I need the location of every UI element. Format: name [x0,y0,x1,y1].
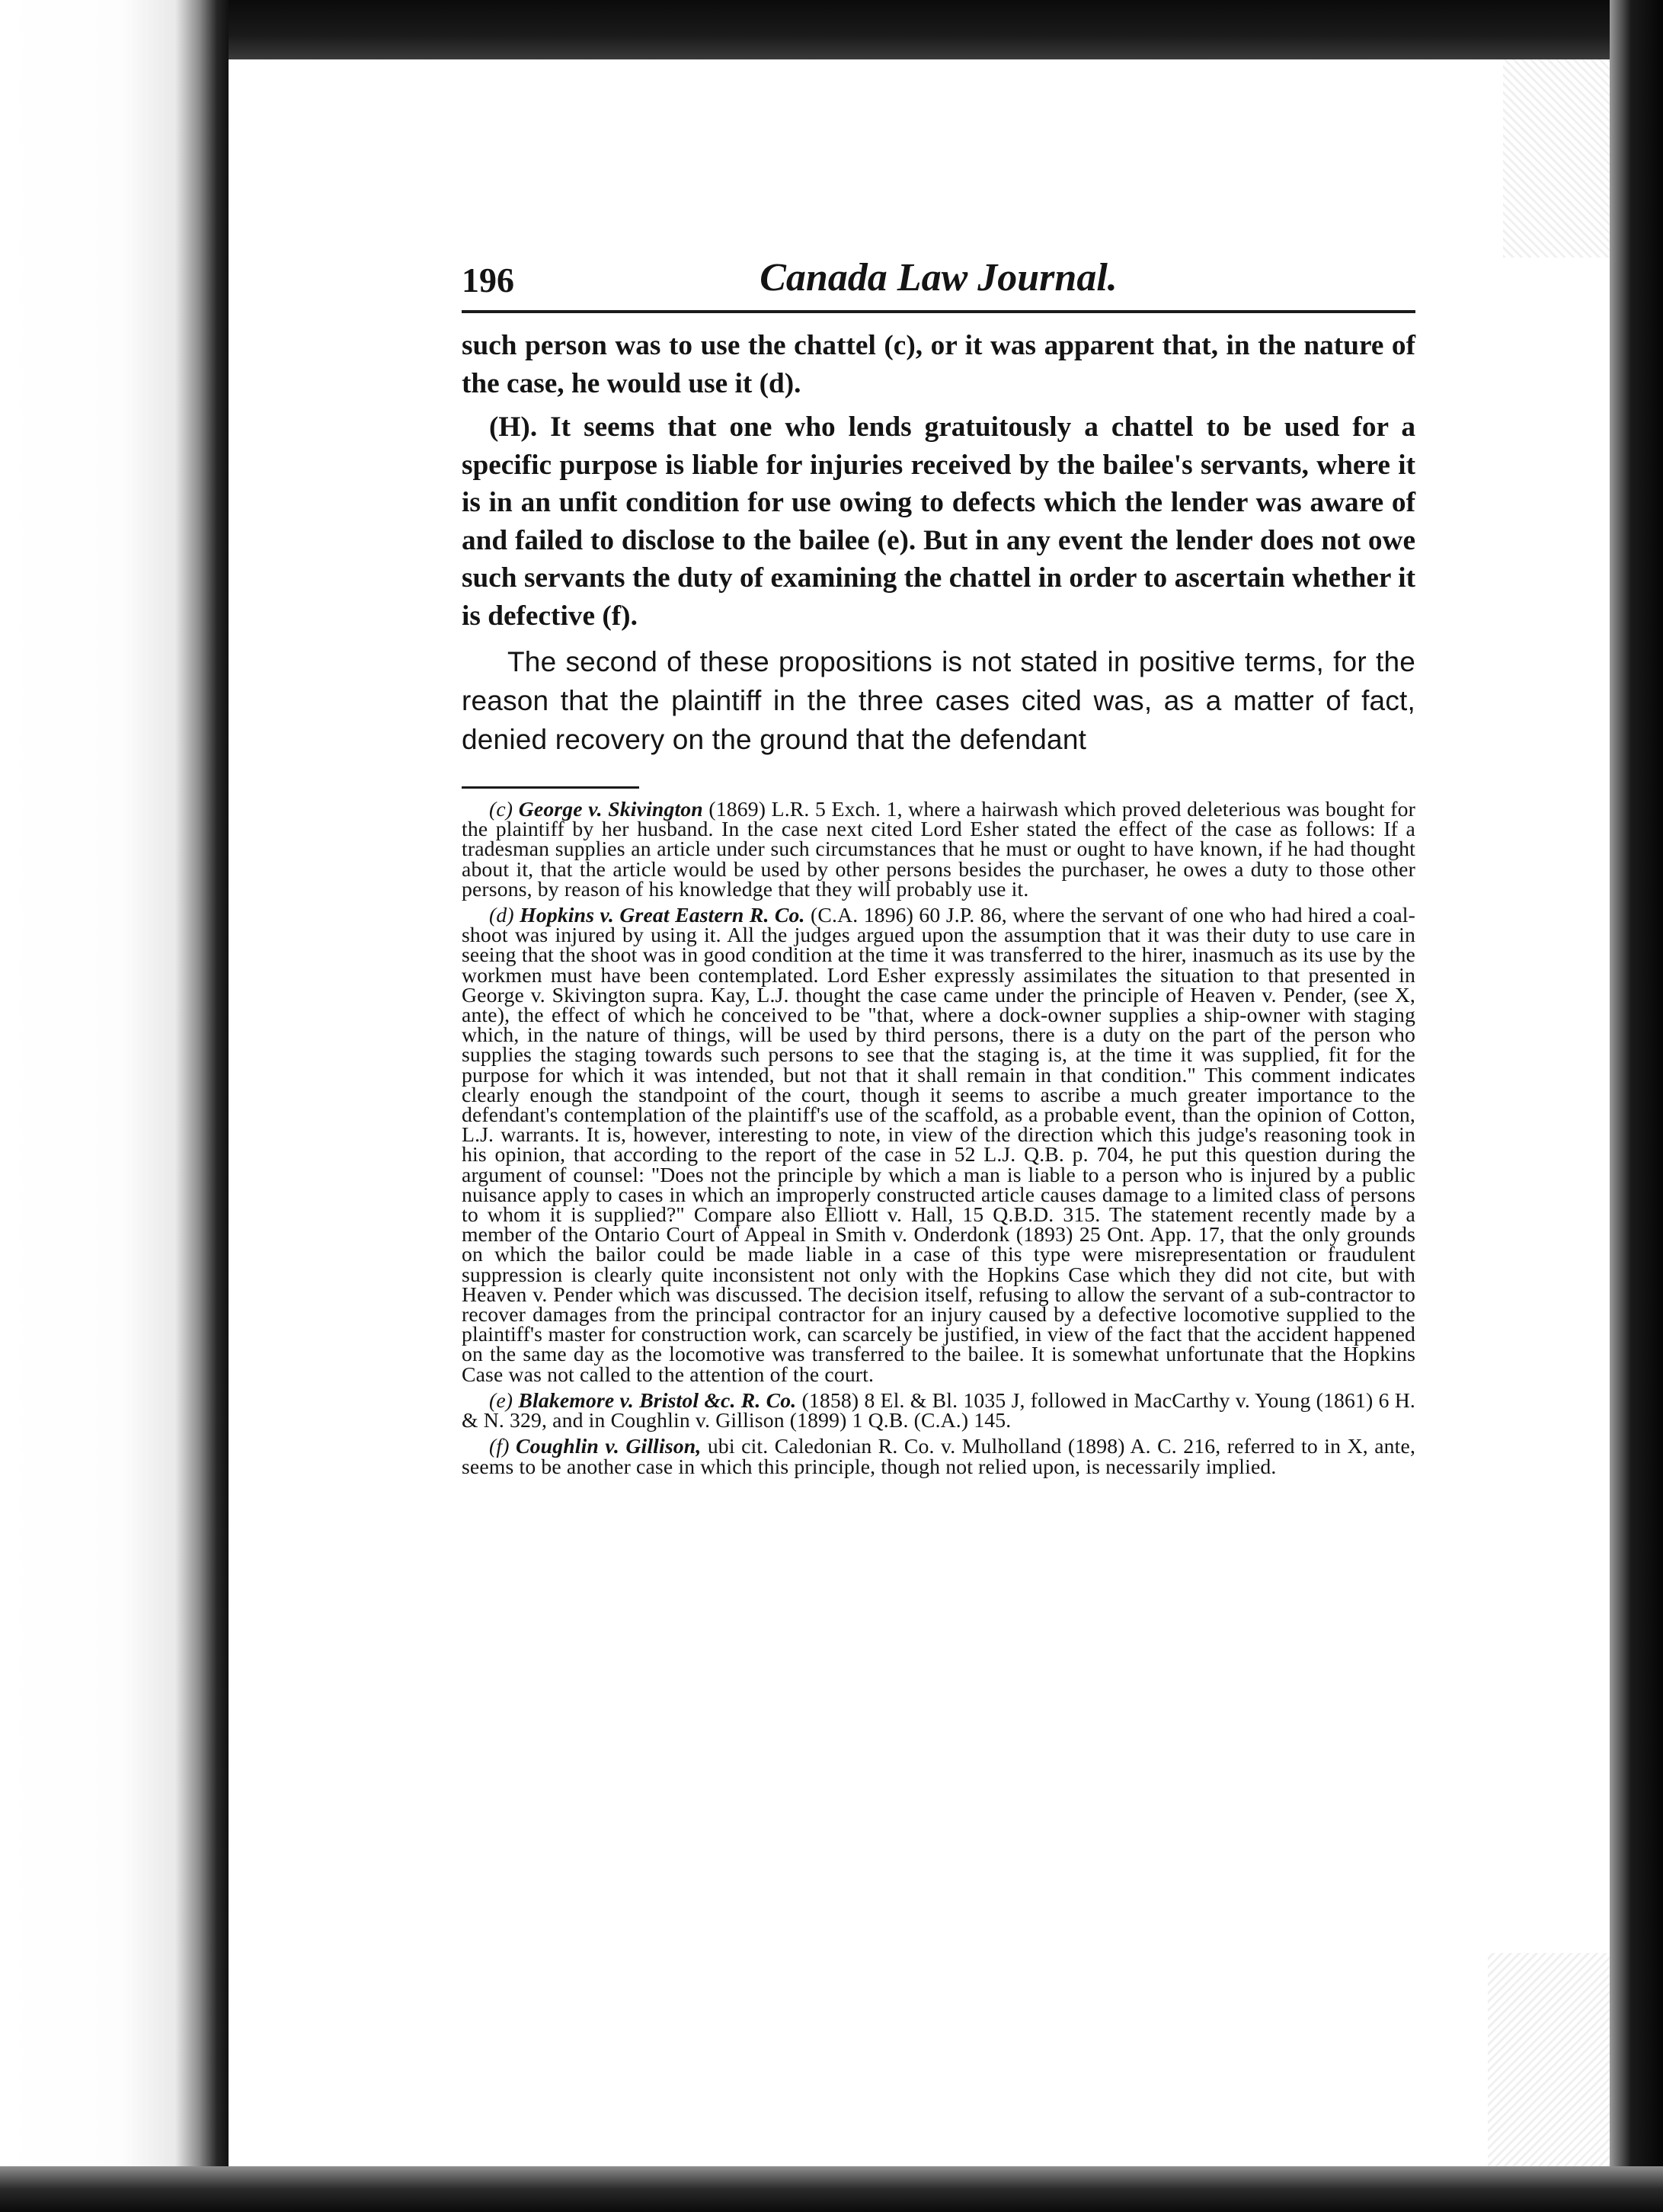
running-head [462,255,1415,313]
footnote-d [462,905,1415,1385]
scan-border-left [0,0,229,2212]
scan-noise-bottom-right [1488,1953,1610,2166]
footnote-mark: (d) [489,903,514,927]
journal-title: Canada Law Journal. [760,256,1118,299]
body-paragraph-3: The second of these propositions is not stated in positive terms, for the reason that the plaintiff in the three cases cited was, as a matter of fact, denied recovery on the ground that the defendant [462,646,1415,755]
footnote-divider [462,786,639,789]
footnote-text: (1858) 8 El. & Bl. 1035 J, followed in MacCarthy v. Young (1861) 6 H. & N. 329, and in Coughlin v. Gillison (1899) 1 Q.B. (C.A.) 145. [462,1388,1415,1433]
footnote-case-name: George v. Skivington [518,797,703,821]
footnote-text: (1869) L.R. 5 Exch. 1, where a hairwash which proved deleterious was bought for the plaintiff by her husband. In the case next cited Lord Esher stated the effect of the case as follows: If a tradesman supplies an article under such circumstances that he must or ought to have known, if he had thought about it, that the article would be used by other persons besides the purchaser, he owes a duty to those other persons, by reason of his knowledge that they will probably use it. [462,797,1415,901]
page-text-block [462,255,1415,1483]
footnote-mark: (e) [489,1388,513,1412]
footnote-e [462,1388,1415,1433]
footnote-case-name: Coughlin v. Gillison, [516,1434,702,1458]
footnote-mark: (f) [489,1434,510,1458]
footnote-f [462,1436,1415,1476]
footnote-mark: (c) [489,797,513,821]
scan-border-right [1610,0,1663,2212]
body-paragraph-2: (H). It seems that one who lends gratuitously a chattel to be used for a specific purpose is liable for injuries received by the bailee's servants, where it is in an unfit condition for use owing to defects which the lender was aware of and failed to disclose to the bailee (e). But in any event the lender does not owe such servants the duty of examining the chattel in order to ascertain whether it is defective (f). [462,411,1415,632]
footnote-c [462,799,1415,899]
footnote-text: ubi cit. Caledonian R. Co. v. Mulholland (1898) A. C. 216, referred to in X, ante, seems to be another case in which this principle, though not relied upon, is necessarily implied. [462,1434,1416,1478]
footnote-case-name: Hopkins v. Great Eastern R. Co. [520,903,805,927]
scan-noise-top-right [1503,59,1610,258]
scan-border-top [0,0,1663,59]
page-number: 196 [462,261,514,299]
footnote-case-name: Blakemore v. Bristol &c. R. Co. [518,1388,797,1412]
footnote-text: (C.A. 1896) 60 J.P. 86, where the servant of one who had hired a coal-shoot was injured by using it. All the judges argued upon the assumption that it was their duty to use care in seeing that the shoot was in good condition at the time it was transferred to the hirer, inasmuch as its use by the workmen must have been contemplated. Lord Esher expressly assimilates the situation to that presented in George v. Skivington supra. Kay, L.J. thought the case came under the principle of Heaven v. Pender, (see X, ante), the effect of which he conceived to be "that, where a dock-owner supplies a ship-owner with staging which, in the nature of things, will be used by third persons, there is a duty on the part of the person who supplies the staging towards such persons to see that the staging is, at the time it was supplied, fit for the purpose for which it was intended, but not that it shall remain in that condition." This comment indicates clearly enough the standpoint of the court, though it seems to ascribe a much greater importance to the defendant's contemplation of the plaintiff's use of the scaffold, as a probable event, than the opinion of Cotton, L.J. warrants. It is, however, interesting to note, in view of the direction which this judge's reasoning took in his opinion, that according to the report of the case in 52 L.J. Q.B. p. 704, he put this question during the argument of counsel: "Does not the principle by which a man is liable to a person who is injured by a public nuisance apply to cases in which an improperly constructed article causes damage to a limited class of persons to whom it is supplied?" Compare also Elliott v. Hall, 15 Q.B.D. 315. The statement recently made by a member of the Ontario Court of Appeal in Smith v. Onderdonk (1893) 25 Ont. App. 17, that the only grounds on which the bailor could be made liable in a case of this type were misrepresentation or fraudulent suppression is clearly quite inconsistent not only with the Hopkins Case which they did not cite, but with Heaven v. Pender which was discussed. The decision itself, refusing to allow the servant of a sub-contractor to recover damages from the principal contractor for an injury caused by a defective locomotive supplied to the plaintiff's master for construction work, can scarcely be justified, in view of the fact that the accident happened on the same day as the locomotive was transferred to the bailee. It is somewhat unfortunate that the Hopkins Case was not called to the attention of the court. [462,903,1415,1386]
body-paragraph-1: such person was to use the chattel (c), or it was apparent that, in the nature of the case, he would use it (d). [462,330,1415,399]
scan-border-bottom [0,2166,1663,2212]
